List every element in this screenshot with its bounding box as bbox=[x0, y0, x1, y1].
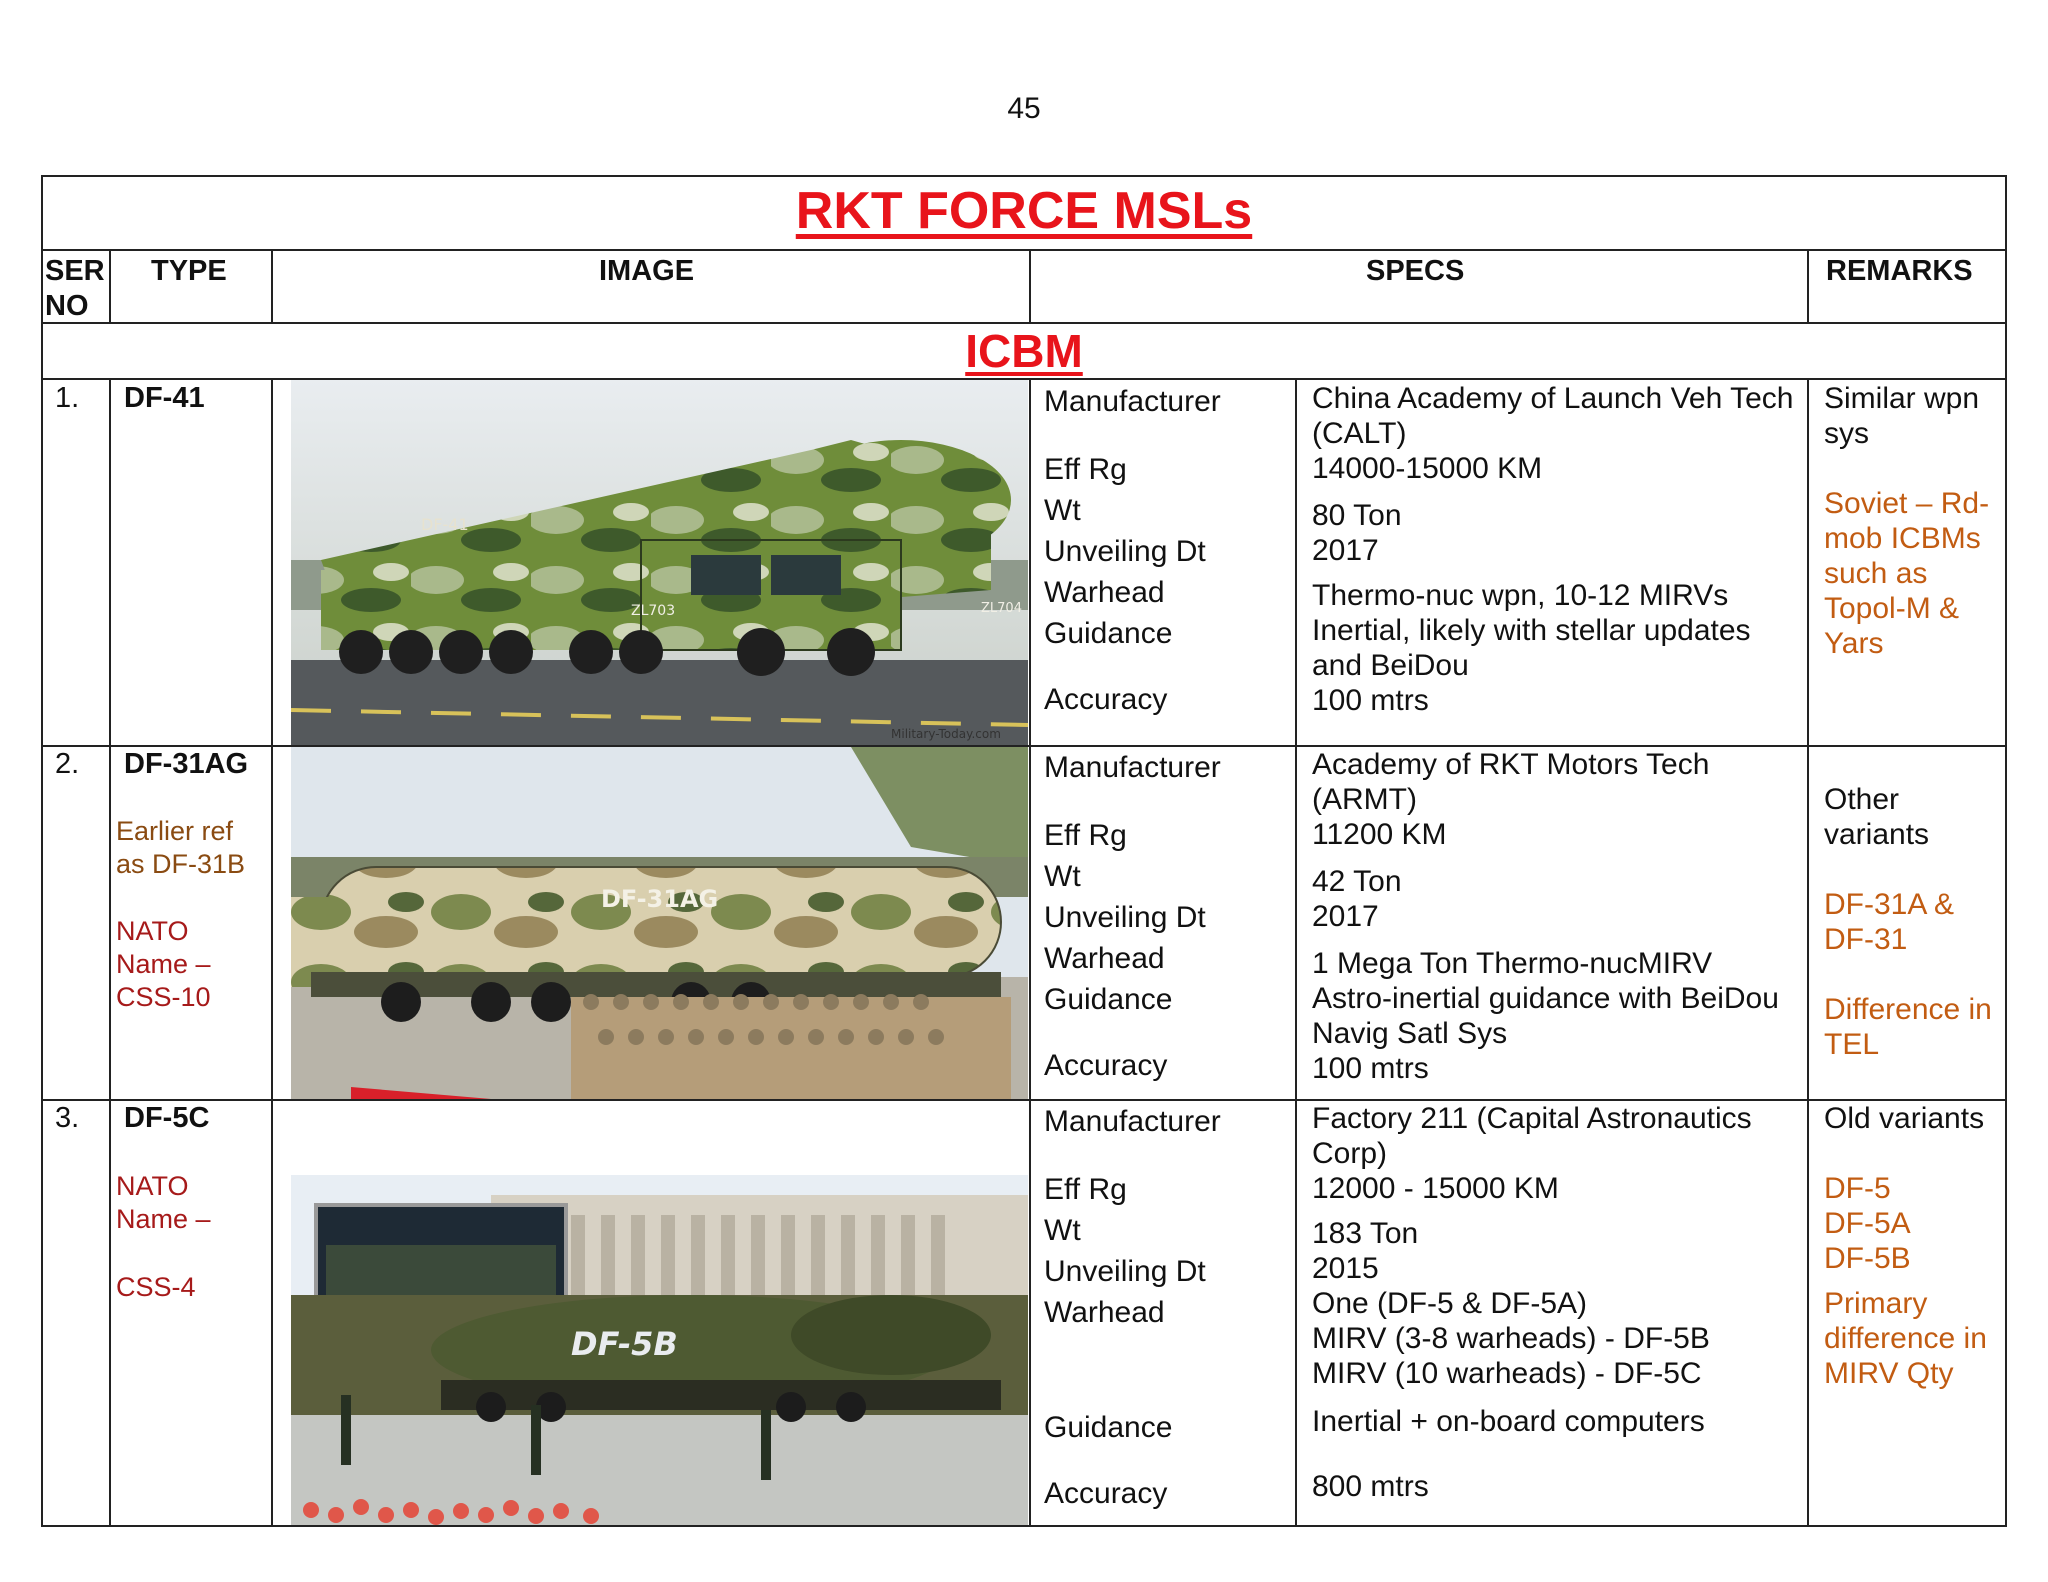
label-guidance: Guidance bbox=[1044, 983, 1173, 1016]
value-unveiling: 2017 bbox=[1312, 534, 1379, 567]
header-remarks: REMARKS bbox=[1826, 255, 1973, 287]
row3-missile-image bbox=[291, 1175, 1028, 1525]
value-manufacturer: China Academy of Launch Veh Tech (CALT) bbox=[1312, 382, 1794, 450]
row1-spec-values bbox=[1312, 381, 1802, 718]
missile-table bbox=[41, 175, 2007, 1527]
row1-remarks bbox=[1824, 381, 2004, 661]
row2-image-label: DF-31AG bbox=[601, 885, 719, 913]
value-weight: 42 Ton bbox=[1312, 865, 1402, 898]
row3-type-note-nato: NATO Name – bbox=[116, 1171, 211, 1234]
label-warhead: Warhead bbox=[1044, 1296, 1165, 1329]
table-title: RKT FORCE MSLs bbox=[795, 182, 1253, 240]
label-guidance: Guidance bbox=[1044, 1411, 1173, 1444]
value-guidance: Astro-inertial guidance with BeiDou Navig Satl Sys bbox=[1312, 982, 1779, 1050]
row2-type-note-earlier: Earlier ref as DF-31B bbox=[116, 816, 246, 879]
label-unveiling-dt: Unveiling Dt bbox=[1044, 535, 1206, 568]
row1-spec-labels bbox=[1044, 381, 1221, 720]
value-warhead: 1 Mega Ton Thermo-nucMIRV bbox=[1312, 947, 1713, 980]
value-unveiling: 2017 bbox=[1312, 900, 1379, 933]
value-weight: 80 Ton bbox=[1312, 499, 1402, 532]
label-wt: Wt bbox=[1044, 494, 1081, 527]
value-accuracy: 100 mtrs bbox=[1312, 684, 1429, 717]
row2-remarks bbox=[1824, 782, 1999, 1062]
header-specs: SPECS bbox=[1366, 255, 1465, 287]
label-warhead: Warhead bbox=[1044, 942, 1165, 975]
remarks-extra: DF-5 DF-5A DF-5B bbox=[1824, 1172, 1911, 1275]
row3-image-label: DF-5B bbox=[571, 1325, 678, 1363]
label-eff-rg: Eff Rg bbox=[1044, 819, 1127, 852]
label-manufacturer: Manufacturer bbox=[1044, 1105, 1221, 1138]
header-ser-no: SER NO bbox=[45, 255, 105, 322]
label-unveiling-dt: Unveiling Dt bbox=[1044, 901, 1206, 934]
value-warhead: Thermo-nuc wpn, 10-12 MIRVs bbox=[1312, 579, 1729, 612]
remarks-main: Similar wpn sys bbox=[1824, 382, 1980, 450]
label-eff-rg: Eff Rg bbox=[1044, 1173, 1127, 1206]
value-warhead-2: MIRV (3-8 warheads) - DF-5B bbox=[1312, 1322, 1710, 1355]
row2-type: DF-31AG bbox=[124, 748, 249, 780]
row2-ser: 2. bbox=[55, 748, 80, 780]
row3-spec-values bbox=[1312, 1101, 1802, 1504]
value-weight: 183 Ton bbox=[1312, 1217, 1419, 1250]
row3-type: DF-5C bbox=[124, 1102, 210, 1134]
row2-type-note-nato: NATO Name – CSS-10 bbox=[116, 916, 211, 1012]
label-manufacturer: Manufacturer bbox=[1044, 385, 1221, 418]
label-warhead: Warhead bbox=[1044, 576, 1165, 609]
remarks-main: Old variants bbox=[1824, 1102, 1985, 1135]
label-unveiling-dt: Unveiling Dt bbox=[1044, 1255, 1206, 1288]
label-wt: Wt bbox=[1044, 1214, 1081, 1247]
row1-image-watermark: Military-Today.com bbox=[891, 727, 1001, 741]
value-range: 11200 KM bbox=[1312, 818, 1447, 851]
value-manufacturer: Academy of RKT Motors Tech (ARMT) bbox=[1312, 748, 1710, 816]
row3-type-note-css: CSS-4 bbox=[116, 1272, 196, 1302]
row1-missile-image bbox=[291, 380, 1028, 745]
value-range: 12000 - 15000 KM bbox=[1312, 1172, 1559, 1205]
value-manufacturer: Factory 211 (Capital Astronautics Corp) bbox=[1312, 1102, 1752, 1170]
row1-image-label-zl703: ZL703 bbox=[631, 603, 676, 619]
label-wt: Wt bbox=[1044, 860, 1081, 893]
label-accuracy: Accuracy bbox=[1044, 1049, 1168, 1082]
row1-image-label-df41: DF-41 bbox=[421, 515, 469, 534]
remarks-extra: DF-31A & DF-31 bbox=[1824, 888, 1955, 956]
page-number: 45 bbox=[1007, 92, 1041, 125]
label-accuracy: Accuracy bbox=[1044, 683, 1168, 716]
value-guidance: Inertial, likely with stellar updates and BeiDou bbox=[1312, 614, 1751, 682]
row3-spec-labels bbox=[1044, 1101, 1221, 1514]
section-icbm: ICBM bbox=[965, 325, 1083, 377]
row1-image-label-zl704: ZL704 bbox=[981, 601, 1022, 616]
value-accuracy: 100 mtrs bbox=[1312, 1052, 1429, 1085]
label-eff-rg: Eff Rg bbox=[1044, 453, 1127, 486]
value-range: 14000-15000 KM bbox=[1312, 452, 1543, 485]
row2-spec-values bbox=[1312, 747, 1802, 1086]
value-accuracy: 800 mtrs bbox=[1312, 1470, 1429, 1503]
value-warhead-1: One (DF-5 & DF-5A) bbox=[1312, 1287, 1588, 1320]
row1-type: DF-41 bbox=[124, 382, 205, 414]
row3-remarks bbox=[1824, 1101, 2002, 1391]
label-manufacturer: Manufacturer bbox=[1044, 751, 1221, 784]
value-unveiling: 2015 bbox=[1312, 1252, 1379, 1285]
value-guidance: Inertial + on-board computers bbox=[1312, 1405, 1705, 1438]
label-accuracy: Accuracy bbox=[1044, 1477, 1168, 1510]
header-type: TYPE bbox=[151, 255, 227, 287]
remarks-extra2: Difference in TEL bbox=[1824, 993, 1992, 1061]
value-warhead-3: MIRV (10 warheads) - DF-5C bbox=[1312, 1357, 1702, 1390]
row2-missile-image bbox=[291, 747, 1028, 1099]
row2-spec-labels bbox=[1044, 747, 1221, 1086]
remarks-extra: Soviet – Rd-mob ICBMs such as Topol-M & Yars bbox=[1824, 487, 1990, 660]
remarks-main: Other variants bbox=[1824, 783, 1930, 851]
header-image: IMAGE bbox=[599, 255, 695, 287]
row3-ser: 3. bbox=[55, 1102, 80, 1134]
remarks-extra2: Primary difference in MIRV Qty bbox=[1824, 1287, 1987, 1390]
label-guidance: Guidance bbox=[1044, 617, 1173, 650]
row1-ser: 1. bbox=[55, 382, 80, 414]
